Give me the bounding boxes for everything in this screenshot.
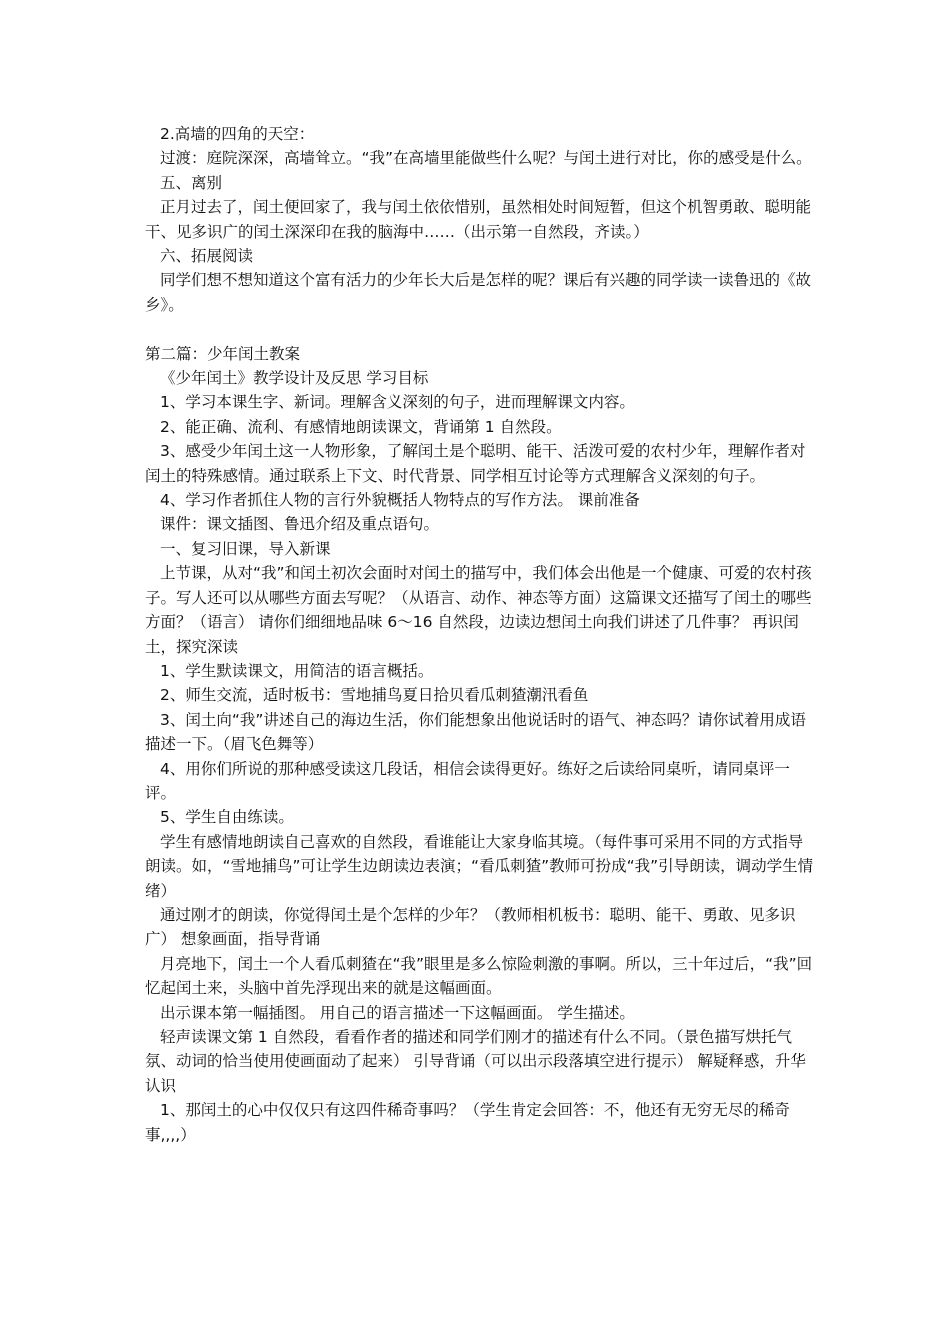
paragraph: 1、学习本课生字、新词。理解含义深刻的句子，进而理解课文内容。	[160, 393, 635, 412]
paragraph: 六、拓展阅读	[160, 247, 254, 266]
paragraph: 2、能正确、流利、有感情地朗读课文，背诵第 1 自然段。	[160, 417, 562, 436]
paragraph: 一、复习旧课，导入新课	[160, 539, 331, 558]
paragraph: 通过刚才的朗读，你觉得闰土是个怎样的少年？（教师相机板书：聪明、能干、勇敢、见多识广） 想象画面，指导背诵	[145, 905, 796, 949]
paragraph: 五、离别	[160, 173, 223, 192]
paragraph: 3、感受少年闰土这一人物形象，了解闰土是个聪明、能干、活泼可爱的农村少年，理解作者对闰土的特殊感情。通过联系上下文、时代背景、同学相互讨论等方式理解含义深刻的句子。	[145, 442, 806, 485]
paragraph: 1、学生默读课文，用简洁的语言概括。	[160, 661, 434, 680]
paragraph: 4、用你们所说的那种感受读这几段话，相信会读得更好。练好之后读给同桌听，请同桌评一评。	[145, 759, 790, 802]
paragraph: 过渡：庭院深深，高墙耸立。“我”在高墙里能做些什么呢？与闰土进行对比，你的感受是什么。	[160, 149, 812, 168]
paragraph: 4、学习作者抓住人物的言行外貌概括人物特点的写作方法。 课前准备	[160, 491, 640, 510]
document-body	[145, 122, 815, 1147]
paragraph: 学生有感情地朗读自己喜欢的自然段，看谁能让大家身临其境。（每件事可采用不同的方式指导朗读。如，“雪地捕鸟”可让学生边朗读边表演；“看瓜刺猹”教师可扮成“我”引导朗读，调动学生情绪）	[145, 832, 814, 900]
paragraph: 出示课本第一幅插图。 用自己的语言描述一下这幅画面。 学生描述。	[160, 1003, 635, 1022]
paragraph: 轻声读课文第 1 自然段，看看作者的描述和同学们刚才的描述有什么不同。（景色描写烘托气氛、动词的恰当使用使画面动了起来） 引导背诵（可以出示段落填空进行提示） 解疑释惑，升华认识	[145, 1028, 806, 1095]
paragraph: 月亮地下，闰土一个人看瓜刺猹在“我”眼里是多么惊险刺激的事啊。所以，三十年过后，“我”回忆起闰土来，头脑中首先浮现出来的就是这幅画面。	[145, 954, 813, 998]
paragraph: 5、学生自由练读。	[160, 808, 294, 827]
paragraph: 正月过去了，闰土便回家了，我与闰土依依惜别，虽然相处时间短暂，但这个机智勇敢、聪明能干、见多识广的闰土深深印在我的脑海中……（出示第一自然段，齐读。）	[145, 198, 812, 241]
paragraph: 同学们想不想知道这个富有活力的少年长大后是怎样的呢？课后有兴趣的同学读一读鲁迅的《故乡》。	[145, 271, 812, 314]
paragraph: 2.高墙的四角的天空：	[160, 125, 315, 143]
paragraph: 《少年闰土》教学设计及反思 学习目标	[160, 369, 429, 388]
paragraph: 1、那闰土的心中仅仅只有这四件稀奇事吗？（学生肯定会回答：不，他还有无穷无尽的稀奇事,,,,）	[145, 1101, 790, 1144]
paragraph: 3、闰土向“我”讲述自己的海边生活，你们能想象出他说话时的语气、神态吗？请你试着用成语描述一下。（眉飞色舞等）	[145, 710, 806, 754]
paragraph: 上节课，从对“我”和闰土初次会面时对闰土的描写中，我们体会出他是一个健康、可爱的农村孩子。写人还可以从哪些方面去写呢？（从语言、动作、神态等方面）这篇课文还描写了闰土的哪些方面？（语言） 请你们细细地品味 6～16 自然段，边读边想闰土向我们讲述了几件事？ 再识闰土，探究深读	[145, 564, 812, 656]
paragraph: 2、师生交流，适时板书：雪地捕鸟夏日拾贝看瓜刺猹潮汛看鱼	[160, 686, 589, 705]
paragraph: 课件：课文插图、鲁迅介绍及重点语句。	[160, 515, 440, 534]
blank-line	[145, 317, 815, 341]
paragraph: 第二篇：少年闰土教案	[145, 344, 301, 363]
